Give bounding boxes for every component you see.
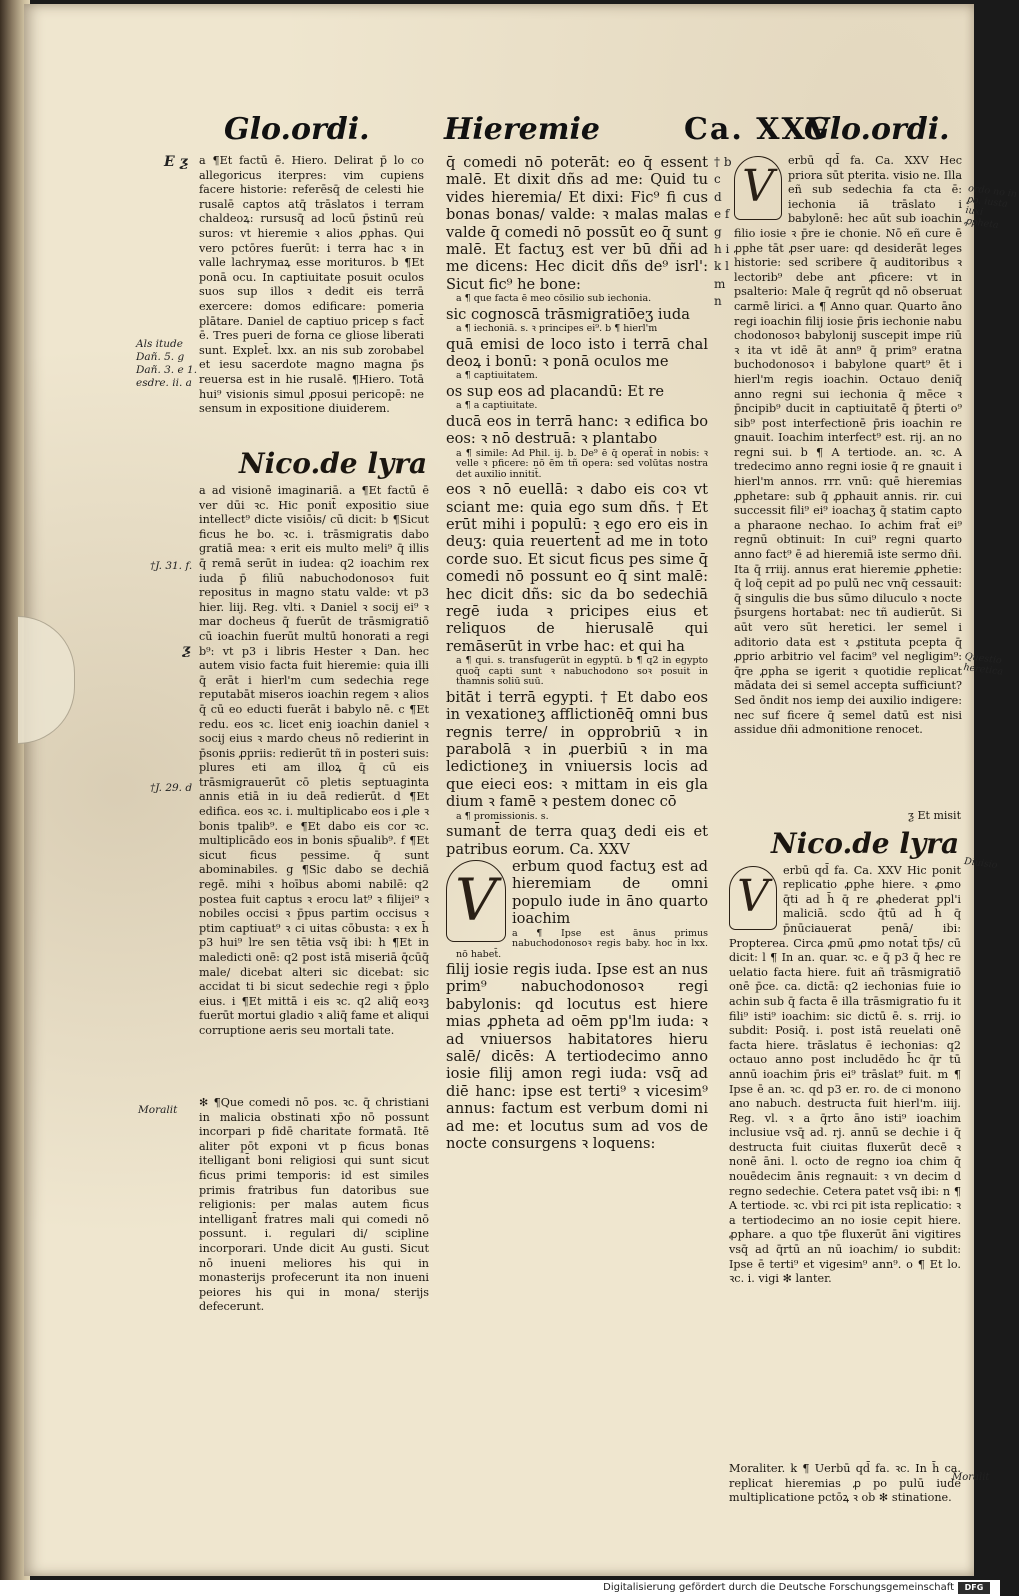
digitization-footer (0, 1580, 1000, 1596)
main-text-part-2 (446, 858, 708, 1153)
margin-note-left-1: Als itude Dañ. 5. g Dañ. 3. e 1. esdre. ii. a (136, 338, 198, 389)
decorated-initial-lyra-right: V (729, 866, 777, 930)
moral-commentary-left-text: ✻ ¶Que comedi nō pos. ꝛc. q̄ christiani in malicia obstinati xp̄o nō possunt incorpari p fidē charitate formatā. Itē aliter pōt exponi vt p ficus bonas itelligant̄ boni religiosi qui sunt sicut ficus primi temporis: id est similes primis fratribus fun datoribus sue religionis: per malas autem ficus intelligant̄ fratres mali qui comedi nō possunt. i. regulari di/ scipline incorporari. Unde dicit Au gusti. Sicut nō inueni meliores his qui in monasterijs profecerunt ita non inueni peiores his qui in mona/ sterijs defecerunt. (199, 1096, 429, 1314)
lyra-commentary-left (199, 444, 429, 1039)
running-head-chapter: Ca. XXV (684, 112, 833, 147)
running-head-center: Hieremie (444, 112, 600, 147)
interlinear-gloss: a ¶ promissionis. s. (456, 810, 549, 822)
main-text-part-1 (446, 154, 708, 858)
gloss-ordinaria-left (199, 154, 424, 417)
biblical-verse-text: quā emisi de loco isto i terrā chal deoꝝ i bonū: ꝛ ponā oculos me (446, 335, 708, 371)
margin-note-left-5: E ƺ (164, 154, 189, 170)
lyra-commentary-right (729, 809, 961, 1287)
lyra-right-pre: ƺ Et misit (907, 809, 961, 822)
lyra-commentary-left-text: a ad visionē imaginariā. a ¶Et factū ē ver dūi ꝛc. Hic ponit̄ expositio siue intellect⁹ dicte visiōis/ cū dicit: b ¶Sicut ficus he bo. ꝛc. i. trāsmigratis dabo gratiā mea: ꝛ erit eis multo meli⁹ q̄ illis q̄ remā serūt in iudea: q2 ioachim rex iuda p̄ filiū nabuchodonosoꝛ fuit repositus in magno statu valde: vt p3 hier. liij. Reg. vlti. ꝛ Daniel ꝛ socij ei⁹ ꝛ mar docheus q̄ fuerūt de trāsmigratiō cū ioachin fuerūt multū honorati a regi b⁹: vt p3 i libris Hester ꝛ Dan. hec autem visio facta fuit hieremie: quia illi q̄ erāt i hierl'm cum sedechia rege reputabāt miseros ioachin regem ꝛ alios q̄ cū eo educti fuerāt i babylo nē. c ¶Et redu. eos ꝛc. licet eniꝫ ioachin daniel ꝛ socij eius ꝛ mardo cheus nō redierint in p̄sonis ꝓpriis: redierūt tñ in posteri suis: plures eti am illoꝝ q̄ cū eis trāsmigrauerūt cō pletis septuaginta annis etiā in iu deā redierūt. d ¶Et edifica. eos ꝛc. i. multiplicabo eos i ꝓle ꝛ bonis tpalib⁹. e ¶Et dabo eis cor ꝛc. multiplicādo eos in bonis sp̄ualib⁹. f ¶Et sicut ficus pessime. q̄ sunt abominabiles. g ¶Sic dabo se dechiā regē. mihi ꝛ hoībus abomi nabilē: q2 postea fuit captus ꝛ erocu lat⁹ ꝛ filijei⁹ ꝛ nobiles occisi ꝛ p̄pus partim occisus ꝛ ptim captiuat⁹ ꝛ ci uitas cōbusta: ꝛ ex h̄ p3 hui⁹ lre sen tētia vsq̄ ibi: h ¶Et in maledicti onē: q2 post istā miseriā q̄cūq̄ male/ dicebat alteri sic dicebat: sic accidat ti bi sicut sedechie regi ꝛ p̄plo eius. i ¶Et mittā i eis ꝛc. q2 aliq̄ eoꝛꝫ fuerūt mortui gladio ꝛ aliq̄ fame et aliqui corruptione aeris seu mortali tate. (199, 484, 429, 1037)
margin-note-right-1: ordo no in ꝑo. iusta iuxi ꝓpheta (963, 183, 1018, 232)
page-clip (18, 616, 75, 744)
biblical-verse-text: filij iosie regis iuda. Ipse est an nus prim⁹ nabuchodonosoꝛ regi babylonis: qd locutus est hiere mias ꝓpheta ad oēm pp'lm iuda: ꝛ ad vniuersos habitatores hieru salē/ dicēs: A tertiodecimo anno iosie filij amon regi iuda: vsq̄ ad diē hanc: ipse est terti⁹ ꝛ vicesim⁹ annus: factum est verbum domi ni ad me: et locutus sum ad vos de nocte consurgens ꝛ loquens: (446, 961, 708, 1153)
biblical-verse-text: os sup eos ad placandū: Et re (446, 382, 665, 400)
interlinear-gloss: a ¶ iechoniā. s. ꝛ principes ei⁹. b ¶ hierl'm (456, 323, 658, 335)
footer-credit: Digitalisierung gefördert durch die Deutsche Forschungsgemeinschaft (603, 1582, 954, 1593)
lyra-heading-right: Nico.de lyra (771, 826, 960, 860)
biblical-verse-text: ducā eos in terrā hanc: ꝛ edifica bo eos: ꝛ nō destruā: ꝛ plantabo (446, 412, 708, 448)
lyra-commentary-right-text: erbū qd̄ fa. Ca. XXV Hic ponit replicatio ꝓphe hiere. ꝛ ꝓmo q̄ti ad h̄ q̄ re ꝓhederat ppl'i maliciā. scdo q̄tū ad h̄ q̄ p̄nūciauerat penā/ ibi: Propterea. Circa ꝓmū ꝓmo notat̄ tp̄s/ cū dicit: l ¶ In an. quar. ꝛc. e q̄ p3 q̄ hec re uelatio facta hiere. fuit añ trāsmigratiō onē p̄ce. ca. dictā: q2 iechonias fuie io achin sub q̄ facta ē illa trāsmigratio fu it fili⁹ isti⁹ ioachim: sic dictū ē. s. rrij. io subdit: Posiq̄. i. post istā reuelati onē facta hiere. trāslatus ē iechonias: q2 octauo anno post includēdo h̄c q̄r tū annū ioachim p̄ris ei⁹ trāslat⁹ fuit. m ¶ Ipse ē an. ꝛc. qd p3 er. ro. de ci monono ano nabuch. destructa fuit hierl'm. iiij. Reg. vl. ꝛ a q̄rto āno isti⁹ ioachim inclusiue vsq̄ ad. rj. annū se dechie i q̄ destructa fuit ciuitas fluxerūt decē ꝛ nonē āni. l. octo de regno ioa chim q̄ nouēdecim ānis regnauit: ꝛ vn decim d regno sedechie. Cetera patet vsq̄ ibi: n ¶ A tertiode. ꝛc. vbi rci pit ista replicatio: ꝛ a tertiodecimo an no iosie cepit hiere. ꝓphare. a quo tp̄e fluxerūt āni vigitires vsq̄ ad q̄rtū an nū ioachim/ io subdit: Ipse ē terti⁹ et vigesim⁹ ann⁹. o ¶ Et lo. ꝛc. i. vigi ✻ lanter. (729, 863, 961, 1286)
decorated-initial-gloss-right: V (734, 156, 782, 220)
margin-note-right-4: Moralit (952, 1472, 990, 1483)
margin-note-right-2: Questio heretica (962, 651, 1004, 678)
biblical-verse-text: sumant̄ de terra quaʒ dedi eis et patribus eorum. Ca. XXV (446, 823, 708, 858)
book-page (24, 4, 1018, 1576)
moral-commentary-left (199, 1096, 429, 1315)
margin-note-left-3: †J. 29. d (150, 782, 193, 794)
margin-note-right-3: Diuisio (963, 855, 999, 871)
interlinear-gloss: a ¶ simile: Ad Phil. ij. b. De⁹ ē q̄ operat̄ in nobis: ꝛ velle ꝛ pficere: nō ēm tñ opera: sed volūtas nostra det auxilio innitit̄. (456, 447, 708, 480)
biblical-verse-text: sic cognoscā trāsmigratiōeʒ iuda (446, 305, 690, 323)
biblical-verse-text: q̄ comedi nō poterāt: eo q̄ essent malē. Et dixit dñs ad me: Quid tu vides hieremia/ Et dixi: Fic⁹ fi cus bonas bonas/ valde: ꝛ malas malas valde q̄ comedi nō possūt eo q̄ sunt malē. Et factuʒ est ver bū dñi ad me dicens: Hec dicit dñs de⁹ isrl': Sicut fic⁹ he bone: (446, 154, 708, 293)
moral-commentary-right (729, 1462, 961, 1506)
main-biblical-text (446, 154, 708, 1153)
interlinear-gloss: a ¶ captiuitatem. (456, 370, 538, 382)
moral-commentary-right-text: Moraliter. k ¶ Uerbū qd̄ fa. ꝛc. In h̄ ca. replicat hieremias ꝓ po pulū iude multiplicatione pctōꝝ ꝛ ob ✻ stinatione. (729, 1462, 961, 1505)
biblical-verse-text: bitāt i terrā egypti. † Et dabo eos in vexationeʒ afflictionēq̄ omni bus regnis terre/ in opprobriū ꝛ in parabolā ꝛ in ꝓuerbiū ꝛ in ma ledictioneʒ in vniuersis locis ad que eieci eos: ꝛ mittam in eis gla dium ꝛ famē ꝛ pestem donec cō (446, 688, 708, 811)
margin-note-left-4: Moralit (138, 1104, 178, 1116)
dfg-logo-icon: DFG (958, 1582, 990, 1594)
running-head-left: Glo.ordi. (224, 112, 370, 147)
gloss-ordinaria-right (734, 154, 962, 738)
interlinear-gloss: a ¶ qui. s. transfugerūt in egyptū. b ¶ q2 in egypto quoq̄ capti sunt ꝛ nabuchodono soꝛ posuit in thamnis soliū suū. (456, 655, 708, 688)
interlinear-gloss: a ¶ que facta ē meo cōsilio sub iechonia. (456, 293, 652, 305)
interlinear-gloss: a ¶ Ipse est ānus primus nabuchodonosoꝛ regis baby. hoc in lxx. nō habet̄. (456, 927, 708, 960)
gloss-ordinaria-right-text: erbū qd̄ fa. Ca. XXV Hec priora sūt pterita. visio ne. Illa eñ sub sedechia fa cta ē: iechonia iā trāslato i babylonē: hec aūt sub ioachin filio iosie ꝛ p̄re ie chonie. Nō eñ cure ē ꝓphe tāt ꝓser uare: qd desiderāt leges historie: sed scribere q̄ auditoribus ꝛ lectorib⁹ debe ant ꝓficere: vt in psalterio: Male q̄ regrūt qd nō obseruat carmē lirici. a ¶ Anno quar. Quarto āno regi ioachin filij iosie p̄ris iechonie nabu chodonosoꝛ babylonij suscepit impe riū ꝛ ita vt idē āt ann⁹ q̄ prim⁹ eratna buchodonosoꝛ i babylone quart⁹ ēt i hierl'm regis ioachin. Octauo deniq̄ anno regni sui iechonia q̄ mēce ꝛ p̄ncipib⁹ ducit in captiuitatē q̄ p̄terti o⁹ sib⁹ post interfectionē p̄ris ioachin re gnauit. Ioachim interfect⁹ est. rij. an no regni sui. b ¶ A tertiode. an. ꝛc. A tredecimo anno regni iosie q̄ re gnauit i hierl'm annos. rrr. vnū: quē hieremias ꝓphetare: sub q̄ ꝓphauit annis. rir. cui successit fili⁹ ei⁹ ioachaʒ q̄ statim capto a pharaone nechao. Io achim frat̄ ei⁹ regnū obtinuit: In cui⁹ regni quarto anno fact⁹ ē ad hieremiā iste sermo dñi. Ita q̄ rriij. annus erat hieremie ꝓphetie: q̄ loq̄ cepit ad po pulū nec vnq̄ cessauit: q̄ singulis die bus sūmo diluculo ꝛ nocte p̄surgens hortabat: nec tñ audierūt. Si aūt vero sūt heretici. ler semel i aditorio data est ꝛ ꝓstituta pcepta q̄ ꝓprio arbitrio vel facim⁹ vel negligim⁹: q̄re ꝓpha se igerit ꝛ quotidie replicat mādata dei si semel accepta sufficiunt? Sed ōndit nos iemp dei auxilio indigere: nec suf ficere q̄ semel datū est nisi assidue dñi admonitione renocet. (734, 154, 962, 737)
margin-note-left-2: †J. 31. f. (150, 560, 193, 572)
biblical-verse-text: erbum quod factuʒ est ad hieremiam de omni populo iude in āno quarto ioachim (512, 857, 708, 928)
gloss-ordinaria-left-text: a ¶Et factū ē. Hiero. Delirat p̄ lo co allegoricus iterpres: vim cupiens facere historie: referēsq̄ de celesti hie rusalē captos atq̄ trāslatos i terram chaldeoꝝ: rursusq̄ ad locū p̄stinū reu̇ suros: vt hieremie ꝛ alios ꝓphas. Qui vero pctōres fuerūt: i terra hac ꝛ in valle lachrymaꝝ esse morituros. b ¶Et ponā ocu. In captiuitate posuit oculos suos sup illos ꝛ dedit eis terrā exercere: domos edificare: pomeria plātare. Daniel de captiuo pricep s fact̄ ē. Tres pueri de forna ce gliose liberati sunt. Explet̄. lxx. an nis sub zorobabel et iesu sacerdote magno magna p̄s reuersa est in hie rusalē. ¶Hiero. Totā hui⁹ visionis simul ꝓposui pericopē: ne sensum in expositione diuiderem. (199, 154, 424, 416)
decorated-initial-main: V (446, 860, 506, 942)
lyra-heading-left: Nico.de lyra (239, 447, 428, 480)
main-text-markers: † b c d e f g h i k l m n (714, 155, 732, 309)
margin-note-left-6: ƺ (182, 642, 192, 658)
biblical-verse-text: eos ꝛ nō euellā: ꝛ dabo eis coꝛ vt sciant me: quia ego sum dñs. † Et erūt mihi i populū: ꝛ ego ero eis in deuʒ: quia reuertent̄ ad me in toto corde suo. Et sicut ficus pes sime q̄ comedi nō possunt eo q̄ sint malē: hec dicit dñs: sic da bo sedechiā regē iuda ꝛ pricipes eius et reliquos de hierusalē qui remāserūt in vrbe hac: et qui ha (446, 481, 708, 655)
interlinear-gloss: a ¶ a captiuitate. (456, 400, 538, 412)
running-head-right: Glo.ordi. (804, 112, 950, 147)
